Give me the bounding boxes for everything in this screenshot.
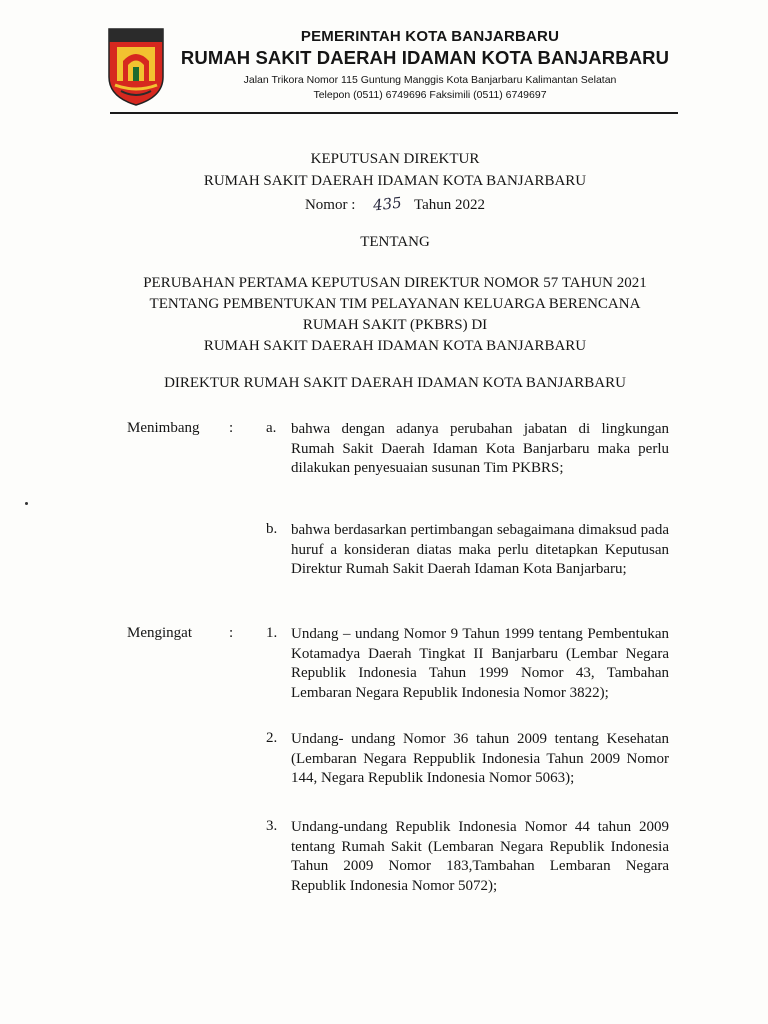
menimbang-item-marker: b. [266,521,278,537]
mengingat-colon: : [229,625,234,641]
decree-number-line [100,195,690,214]
mengingat-item-text: Undang-undang Republik Indonesia Nomor 44 tahun 2009 tentang Rumah Sakit (Lembaran Negara Republik Indonesia Tahun 2009 Nomor 183,Tambahan Lembaran Negara Republik Indonesia Nomor 5072); [291,819,669,894]
decree-subject-line: RUMAH SAKIT (PKBRS) DI [302,317,488,333]
letterhead-contact: Telepon (0511) 6749696 Faksimili (0511) 6749697 [313,89,547,101]
decree-subject-line: RUMAH SAKIT DAERAH IDAMAN KOTA BANJARBARU [203,338,587,354]
decree-subject-line: PERUBAHAN PERTAMA KEPUTUSAN DIREKTUR NOMOR 57 TAHUN 2021 [143,275,647,291]
mengingat-item-marker: 2. [266,730,278,746]
decree-year: Tahun 2022 [414,197,486,213]
decree-issuer: DIREKTUR RUMAH SAKIT DAERAH IDAMAN KOTA BANJARBARU [164,375,626,391]
decree-subject-line: TENTANG PEMBENTUKAN TIM PELAYANAN KELUARGA BERENCANA [149,296,641,312]
scan-speck [25,502,28,505]
menimbang-item-text: bahwa dengan adanya perubahan jabatan di lingkungan Rumah Sakit Daerah Idaman Kota Banjarbaru maka perlu dilakukan penyesuaian susunan Tim PKBRS; [291,421,669,477]
menimbang-colon: : [229,420,234,436]
mengingat-item-marker: 3. [266,818,278,834]
letterhead-divider [110,112,678,114]
letterhead-hospital-name: RUMAH SAKIT DAERAH IDAMAN KOTA BANJARBARU [180,47,670,68]
letterhead-address: Jalan Trikora Nomor 115 Guntung Manggis Kota Banjarbaru Kalimantan Selatan [243,74,617,86]
decree-number-handwritten: 435 [372,193,403,215]
decree-title-institution: RUMAH SAKIT DAERAH IDAMAN KOTA BANJARBARU [203,173,587,189]
menimbang-item-marker: a. [266,420,277,436]
decree-title: KEPUTUSAN DIREKTUR [310,151,480,167]
letterhead-government: PEMERINTAH KOTA BANJARBARU [300,28,560,45]
mengingat-item-marker: 1. [266,625,278,641]
mengingat-item-text: Undang- undang Nomor 36 tahun 2009 tentang Kesehatan (Lembaran Negara Reppublik Indonesia Tahun 2009 Nomor 144, Negara Republik Indonesia Nomor 5063); [291,731,669,787]
city-coat-of-arms-icon [107,27,165,107]
decree-tentang: TENTANG [360,234,430,250]
decree-number-label: Nomor : [304,197,356,213]
mengingat-label: Mengingat [127,625,192,641]
menimbang-label: Menimbang [127,420,200,436]
mengingat-item-text: Undang – undang Nomor 9 Tahun 1999 tentang Pembentukan Kotamadya Daerah Tingkat II Banjarbaru (Lembar Negara Republik Indonesia Tahun 1999 Nomor 43, Tambahan Lembaran Negara Republik Indonesia Nomor 3822); [291,626,669,701]
menimbang-item-text: bahwa berdasarkan pertimbangan sebagaimana dimaksud pada huruf a konsideran diatas maka perlu ditetapkan Keputusan Direktur Rumah Sakit Daerah Idaman Kota Banjarbaru; [291,522,669,578]
